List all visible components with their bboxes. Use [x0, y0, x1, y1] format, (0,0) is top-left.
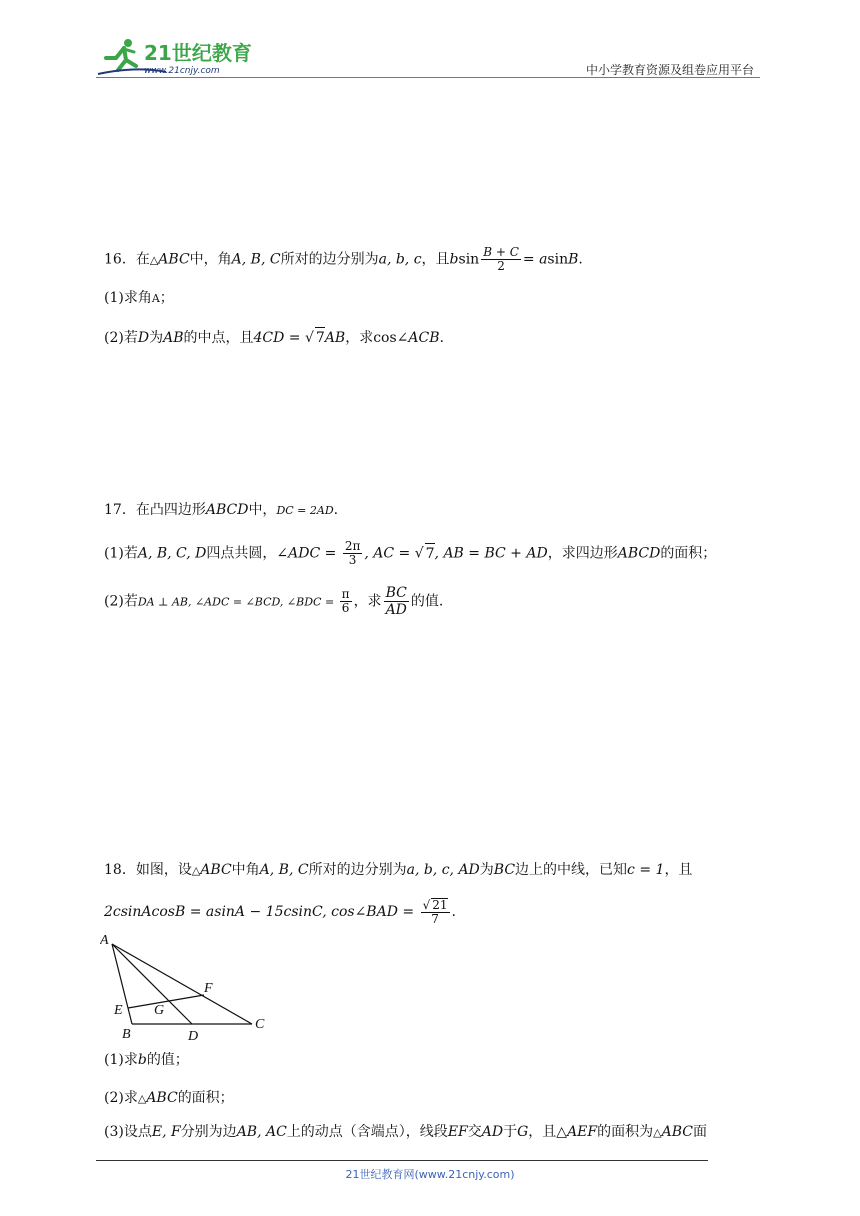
label-f: F	[204, 981, 213, 996]
q17-part1: (1)若A, B, C, D四点共圆，∠ADC = $\frac{2\pi}{3}$ , AC = √ 7, AB = BC + AD，求四边形ABCD的面积；	[104, 539, 717, 567]
label-b: B	[122, 1027, 131, 1042]
q16-part2: (2)若D为AB的中点，且4CD = √ 7AB，求cos∠ACB.	[104, 327, 444, 348]
q16-part1: (1)求角A；	[104, 290, 174, 306]
segment-ef	[128, 995, 204, 1008]
q17-stem: 17．在凸四边形ABCD中，DC = 2AD.	[104, 502, 339, 518]
label-e: E	[114, 1003, 123, 1018]
label-c: C	[255, 1017, 265, 1032]
logo-url-text: www.21cnjy.com	[144, 66, 220, 76]
label-a: A	[100, 933, 109, 948]
footer-link[interactable]: 21世纪教育网(www.21cnjy.com)	[345, 1168, 515, 1181]
q18-fraction: $\frac{√ 21}{7}$	[422, 898, 448, 926]
platform-title: 中小学教育资源及组卷应用平台	[585, 63, 754, 77]
q18-equation: 2csinAcosB = asinA − 15csinC, cos∠BAD = $\frac{√ 21}{7}$ .	[104, 898, 456, 926]
header-divider	[96, 77, 760, 78]
q17-part2: (2)若DA ⊥ AB, ∠ADC = ∠BCD, ∠BDC = $\frac{\pi}{6}$ ，求 $\frac{BC}{AD}$ 的值.	[104, 585, 444, 618]
median-ad	[112, 944, 192, 1024]
footer-divider	[96, 1160, 708, 1161]
page-header	[96, 30, 760, 78]
logo	[96, 36, 266, 76]
q18-stem: 18．如图，设△ABC中角A, B, C所对的边分别为a, b, c, AD为BC边上的中线，已知c = 1，且	[104, 862, 693, 878]
q16-stem: 16．在△ABC中，角A, B, C所对的边分别为a, b, c，且bsin $\frac{B + C}{2}$ = asinB.	[104, 245, 583, 273]
label-g: G	[154, 1003, 165, 1018]
q18-part1: (1)求b的值；	[104, 1052, 189, 1068]
q17-fraction-2pi3: $\frac{2\pi}{3}$	[344, 539, 361, 567]
q18-part3: (3)设点E, F分别为边AB, AC上的动点（含端点），线段EF交AD于G，且△AEF的面积为△ABC面	[104, 1124, 707, 1140]
logo-main-text: 21世纪教育	[144, 41, 252, 65]
q17-fraction-bc-ad: $\frac{BC}{AD}$	[385, 585, 407, 618]
q16-fraction: $\frac{B + C}{2}$	[483, 245, 519, 273]
label-d: D	[188, 1029, 199, 1042]
q18-part2: (2)求△ABC的面积；	[104, 1090, 234, 1106]
triangle-figure	[100, 930, 272, 1042]
q17-fraction-pi6: $\frac{\pi}{6}$	[341, 587, 350, 615]
side-ac	[112, 944, 252, 1024]
